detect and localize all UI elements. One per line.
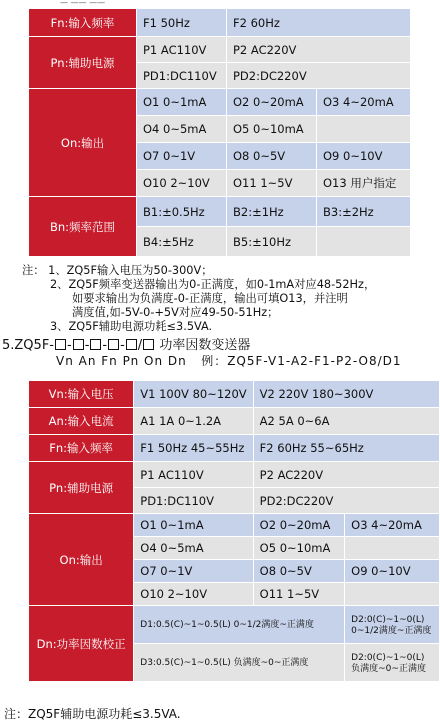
table-row [29,435,440,462]
table-row [29,381,440,408]
table-row [29,37,411,63]
heading-codes: Vn An Fn Pn On Dn [56,354,187,368]
cell: O1 0~1mA [134,514,253,537]
note-line: 3、ZQ5F辅助电源功耗≤3.5VA. [50,320,213,333]
cell: O3 4~20mA [345,514,440,537]
box-icon [108,339,119,350]
table-row [29,89,411,116]
row-label: Pn:辅助电源 [29,462,134,514]
cell: F1 50Hz 45~55Hz [134,435,253,462]
cell: B5:±10Hz [227,227,317,257]
cropped-text-top: — —— —— [60,0,106,6]
cell: B1:±0.5Hz [137,197,227,227]
row-label: Fn:输入频率 [29,435,134,462]
row-label: On:输出 [29,514,134,606]
note-line: 注： 1、ZQ5F输入电压为50-300V； [22,264,213,277]
cell: O11 1~5V [253,583,344,606]
row-label: On:输出 [29,89,137,197]
cell: O9 0~10V [317,143,411,170]
cell: O10 2~10V [137,170,227,197]
note-line: 满度值,如-5V-0-+5V对应49-50-51Hz； [72,306,279,319]
note-line: 2、ZQ5F频率变送器输出为0-正满度，如0-1mA对应48-52Hz， [50,278,376,291]
cell: B4:±5Hz [137,227,227,257]
cell: O8 0~5V [253,560,344,583]
cell: O11 1~5V [227,170,317,197]
cell: PD1:DC110V [137,63,227,89]
box-icon [55,339,66,350]
cell: P2 AC220V [253,462,439,488]
cell: D1:0.5(C)~1~0.5(L) 0~1/2满度~正满度 [134,606,345,644]
cell: O7 0~1V [134,560,253,583]
heading-codes-line [56,352,402,369]
cell: O3 4~20mA [317,89,411,116]
cell: O13 用户指定 [317,170,411,197]
box-icon [73,339,84,350]
cell: B2:±1Hz [227,197,317,227]
cell: D2:0(C)~1~0(L) 负满度~0~正满度 [345,644,440,682]
cell: O8 0~5V [227,143,317,170]
cell: O2 0~20mA [253,514,344,537]
table-row [29,514,440,537]
cell: PD2:DC220V [227,63,411,89]
row-label: Pn:辅助电源 [29,37,137,89]
section-heading: 5.ZQ5F- - - - - / 功率因数变送器 Vn An Fn Pn On Dn 例：ZQ5F-V1-A2-F1-P2-O8/D1 [2,338,402,368]
table-row [29,606,440,644]
cell: D2:0(C)~1~0(L) 0~1/2满度~正满度 [345,606,440,644]
box-icon [143,339,154,350]
cell: O9 0~10V [345,560,440,583]
row-label: Bn:频率范围 [29,197,137,257]
cell [317,116,411,143]
cell: F2 60Hz 55~65Hz [253,435,439,462]
cell: B3:±2Hz [317,197,411,227]
heading-example: 例：ZQ5F-V1-A2-F1-P2-O8/D1 [201,354,402,368]
row-label: An:输入电流 [29,408,134,435]
footer-note: 注：ZQ5F辅助电源功耗≤3.5VA. [4,707,181,721]
cell: A2 5A 0~6A [253,408,439,435]
heading-title: 功率因数变送器 [159,338,251,353]
cell: P1 AC110V [137,37,227,63]
spec-table-power-factor [28,380,440,682]
table-row [29,197,411,227]
note-line: 如要求输出为负满度-0-正满度，输出可填O13，并注明 [72,292,348,305]
cell: O4 0~5mA [137,116,227,143]
cell: O5 0~10mA [227,116,317,143]
cell: PD2:DC220V [253,488,439,514]
cell: V2 220V 180~300V [253,381,439,408]
cell: O10 2~10V [134,583,253,606]
cell [317,227,411,257]
cell: O4 0~5mA [134,537,253,560]
heading-prefix: 5.ZQ5F- [2,338,54,353]
cell: F1 50Hz [137,9,227,37]
cell: V1 100V 80~120V [134,381,253,408]
cell: O7 0~1V [137,143,227,170]
box-icon [90,339,101,350]
row-label: Dn:功率因数校正 [29,606,134,682]
box-icon [126,339,137,350]
cell: D3:0.5(C)~1~0.5(L) 负满度~0~正满度 [134,644,345,682]
cell [345,583,440,606]
cell [345,537,440,560]
cell: P1 AC110V [134,462,253,488]
cell: O1 0~1mA [137,89,227,116]
cell: F2 60Hz [227,9,411,37]
table-row [29,9,411,37]
row-label: Vn:输入电压 [29,381,134,408]
cell: PD1:DC110V [134,488,253,514]
cell: O2 0~20mA [227,89,317,116]
cell: P2 AC220V [227,37,411,63]
spec-table-frequency [28,8,411,257]
row-label: Fn:输入频率 [29,9,137,37]
cell: A1 1A 0~1.2A [134,408,253,435]
table-row [29,462,440,488]
table-row [29,408,440,435]
notes-block [22,264,375,334]
cell: O5 0~10mA [253,537,344,560]
